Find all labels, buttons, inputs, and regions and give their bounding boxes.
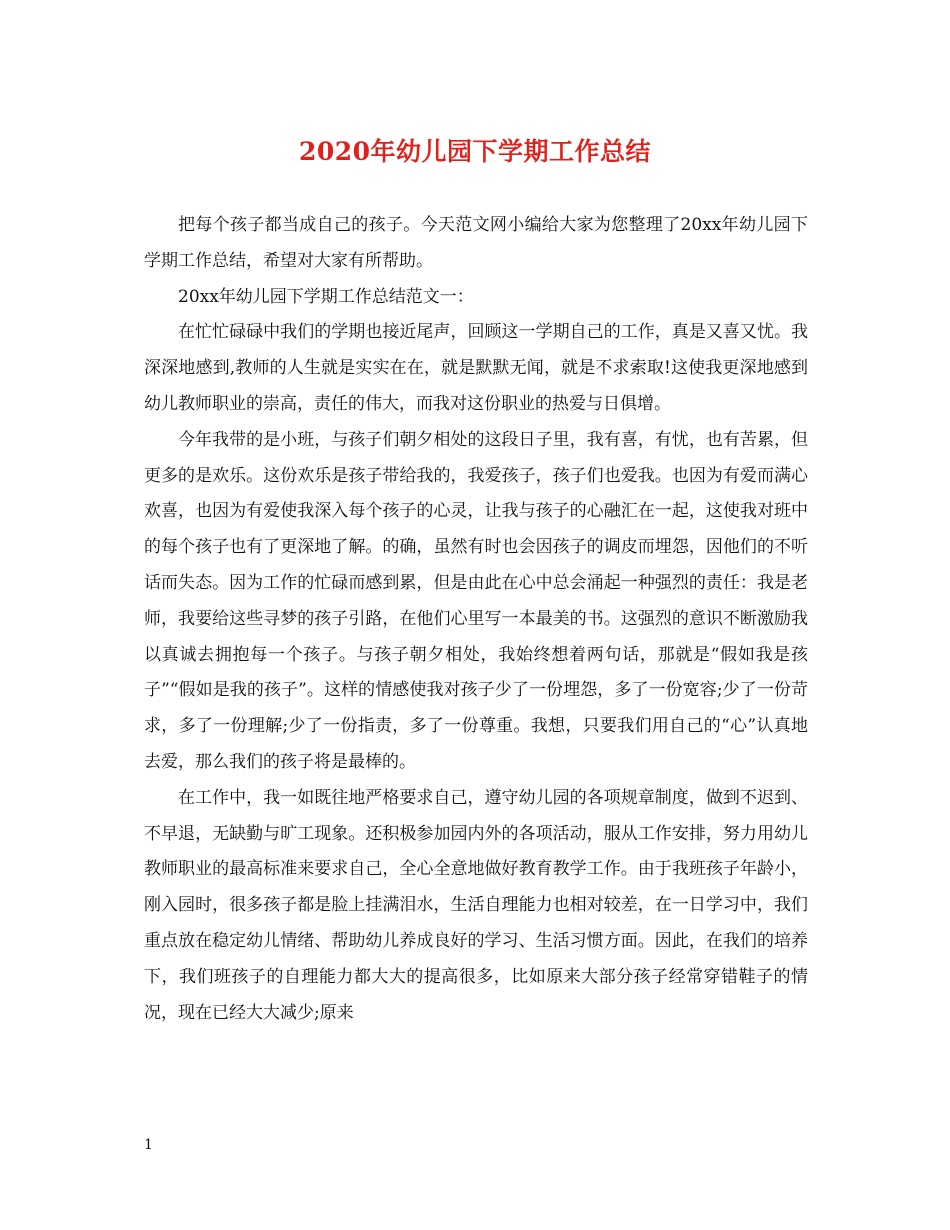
paragraph: 在忙忙碌碌中我们的学期也接近尾声，回顾这一学期自己的工作，真是又喜又忧。我深深地感到,教师的人生就是实实在在，就是默默无闻，就是不求索取!这使我更深地感到幼儿教师职业的崇高，责任的伟大，而我对这份职业的热爱与日俱增。 [144, 322, 808, 414]
page-number: 1 [144, 1137, 153, 1153]
document-title: 2020年幼儿园下学期工作总结 [298, 137, 652, 166]
document-body [144, 208, 808, 1031]
paragraph: 把每个孩子都当成自己的孩子。今天范文网小编给大家为您整理了20xx年幼儿园下学期工作总结，希望对大家有所帮助。 [144, 215, 808, 271]
paragraph: 20xx年幼儿园下学期工作总结范文一： [178, 286, 474, 307]
paragraph: 今年我带的是小班，与孩子们朝夕相处的这段日子里，我有喜，有忧，也有苦累，但更多的是欢乐。这份欢乐是孩子带给我的，我爱孩子，孩子们也爱我。也因为有爱而满心欢喜，也因为有爱使我深入每个孩子的心灵，让我与孩子的心融汇在一起，这使我对班中的每个孩子也有了更深地了解。的确，虽然有时也会因孩子的调皮而埋怨，因他们的不听话而失态。因为工作的忙碌而感到累，但是由此在心中总会涌起一种强烈的责任：我是老师，我要给这些寻梦的孩子引路，在他们心里写一本最美的书。这强烈的意识不断激励我以真诚去拥抱每一个孩子。与孩子朝夕相处，我始终想着两句话，那就是“假如我是孩子”“假如是我的孩子”。这样的情感使我对孩子少了一份埋怨，多了一份宽容;少了一份苛求，多了一份理解;少了一份指责，多了一份尊重。我想，只要我们用自己的“心”认真地去爱，那么我们的孩子将是最棒的。 [144, 429, 808, 772]
paragraph: 在工作中，我一如既往地严格要求自己，遵守幼儿园的各项规章制度，做到不迟到、不早退，无缺勤与旷工现象。还积极参加园内外的各项活动，服从工作安排，努力用幼儿教师职业的最高标准来要求自己，全心全意地做好教育教学工作。由于我班孩子年龄小，刚入园时，很多孩子都是脸上挂满泪水，生活自理能力也相对较差，在一日学习中，我们重点放在稳定幼儿情绪、帮助幼儿养成良好的学习、生活习惯方面。因此，在我们的培养下，我们班孩子的自理能力都大大的提高很多，比如原来大部分孩子经常穿错鞋子的情况，现在已经大大减少;原来 [144, 787, 808, 1023]
